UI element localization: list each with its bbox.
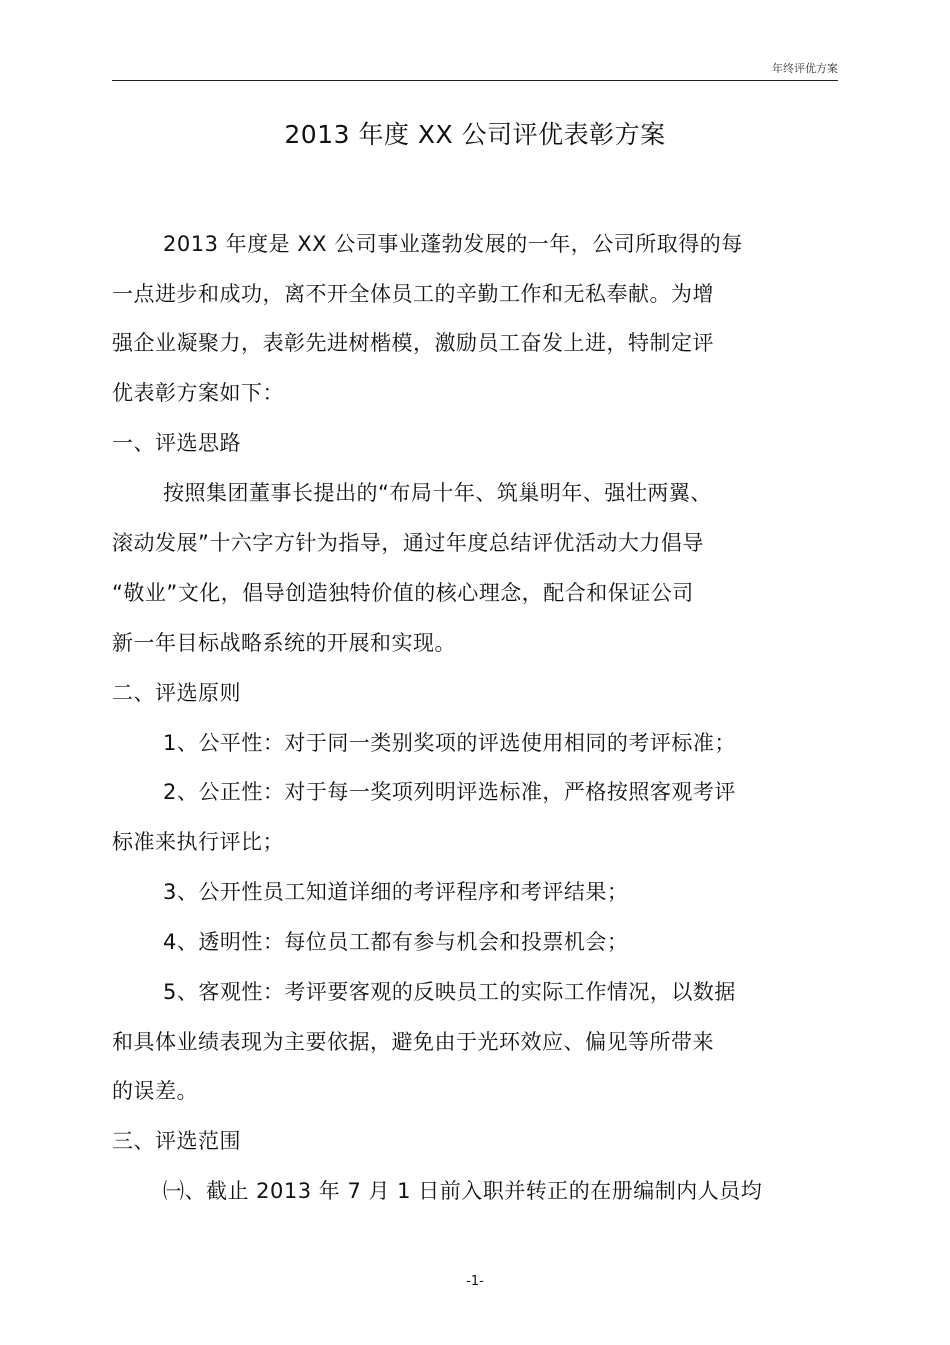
section-heading: 二、评选原则 — [112, 681, 241, 705]
list-item: 3、公开性员工知道详细的考评程序和考评结果； — [163, 880, 629, 904]
paragraph-line: 和具体业绩表现为主要依据，避免由于光环效应、偏见等所带来 — [112, 1030, 714, 1054]
running-header: 年终评优方案 — [772, 62, 838, 75]
paragraph-line: 强企业凝聚力，表彰先进树楷模，激励员工奋发上进，特制定评 — [112, 331, 714, 355]
list-item: 4、透明性：每位员工都有参与机会和投票机会； — [163, 930, 629, 954]
list-item: 1、公平性：对于同一类别奖项的评选使用相同的考评标准； — [163, 731, 736, 755]
list-item: 5、客观性：考评要客观的反映员工的实际工作情况，以数据 — [163, 980, 736, 1004]
list-item: ㈠、截止 2013 年 7 月 1 日前入职并转正的在册编制内人员均 — [163, 1179, 763, 1203]
paragraph-line: “敬业”文化，倡导创造独特价值的核心理念，配合和保证公司 — [112, 581, 694, 605]
paragraph-line: 滚动发展”十六字方针为指导，通过年度总结评优活动大力倡导 — [112, 531, 704, 555]
paragraph-line: 2013 年度是 XX 公司事业蓬勃发展的一年，公司所取得的每 — [163, 232, 743, 256]
list-item: 2、公正性：对于每一奖项列明评选标准，严格按照客观考评 — [163, 780, 736, 804]
paragraph-line: 一点进步和成功，离不开全体员工的辛勤工作和无私奉献。为增 — [112, 282, 714, 306]
paragraph-line: 优表彰方案如下： — [112, 381, 284, 405]
document-title: 2013 年度 XX 公司评优表彰方案 — [284, 120, 666, 149]
paragraph-line: 新一年目标战略系统的开展和实现。 — [112, 631, 456, 655]
paragraph-line: 的误差。 — [112, 1079, 198, 1103]
header-rule — [112, 80, 838, 81]
page-number: -1- — [466, 1274, 484, 1289]
section-heading: 三、评选范围 — [112, 1129, 241, 1153]
paragraph-line: 标准来执行评比； — [112, 830, 284, 854]
paragraph-line: 按照集团董事长提出的“布局十年、筑巢明年、强壮两翼、 — [163, 481, 712, 505]
section-heading: 一、评选思路 — [112, 431, 241, 455]
